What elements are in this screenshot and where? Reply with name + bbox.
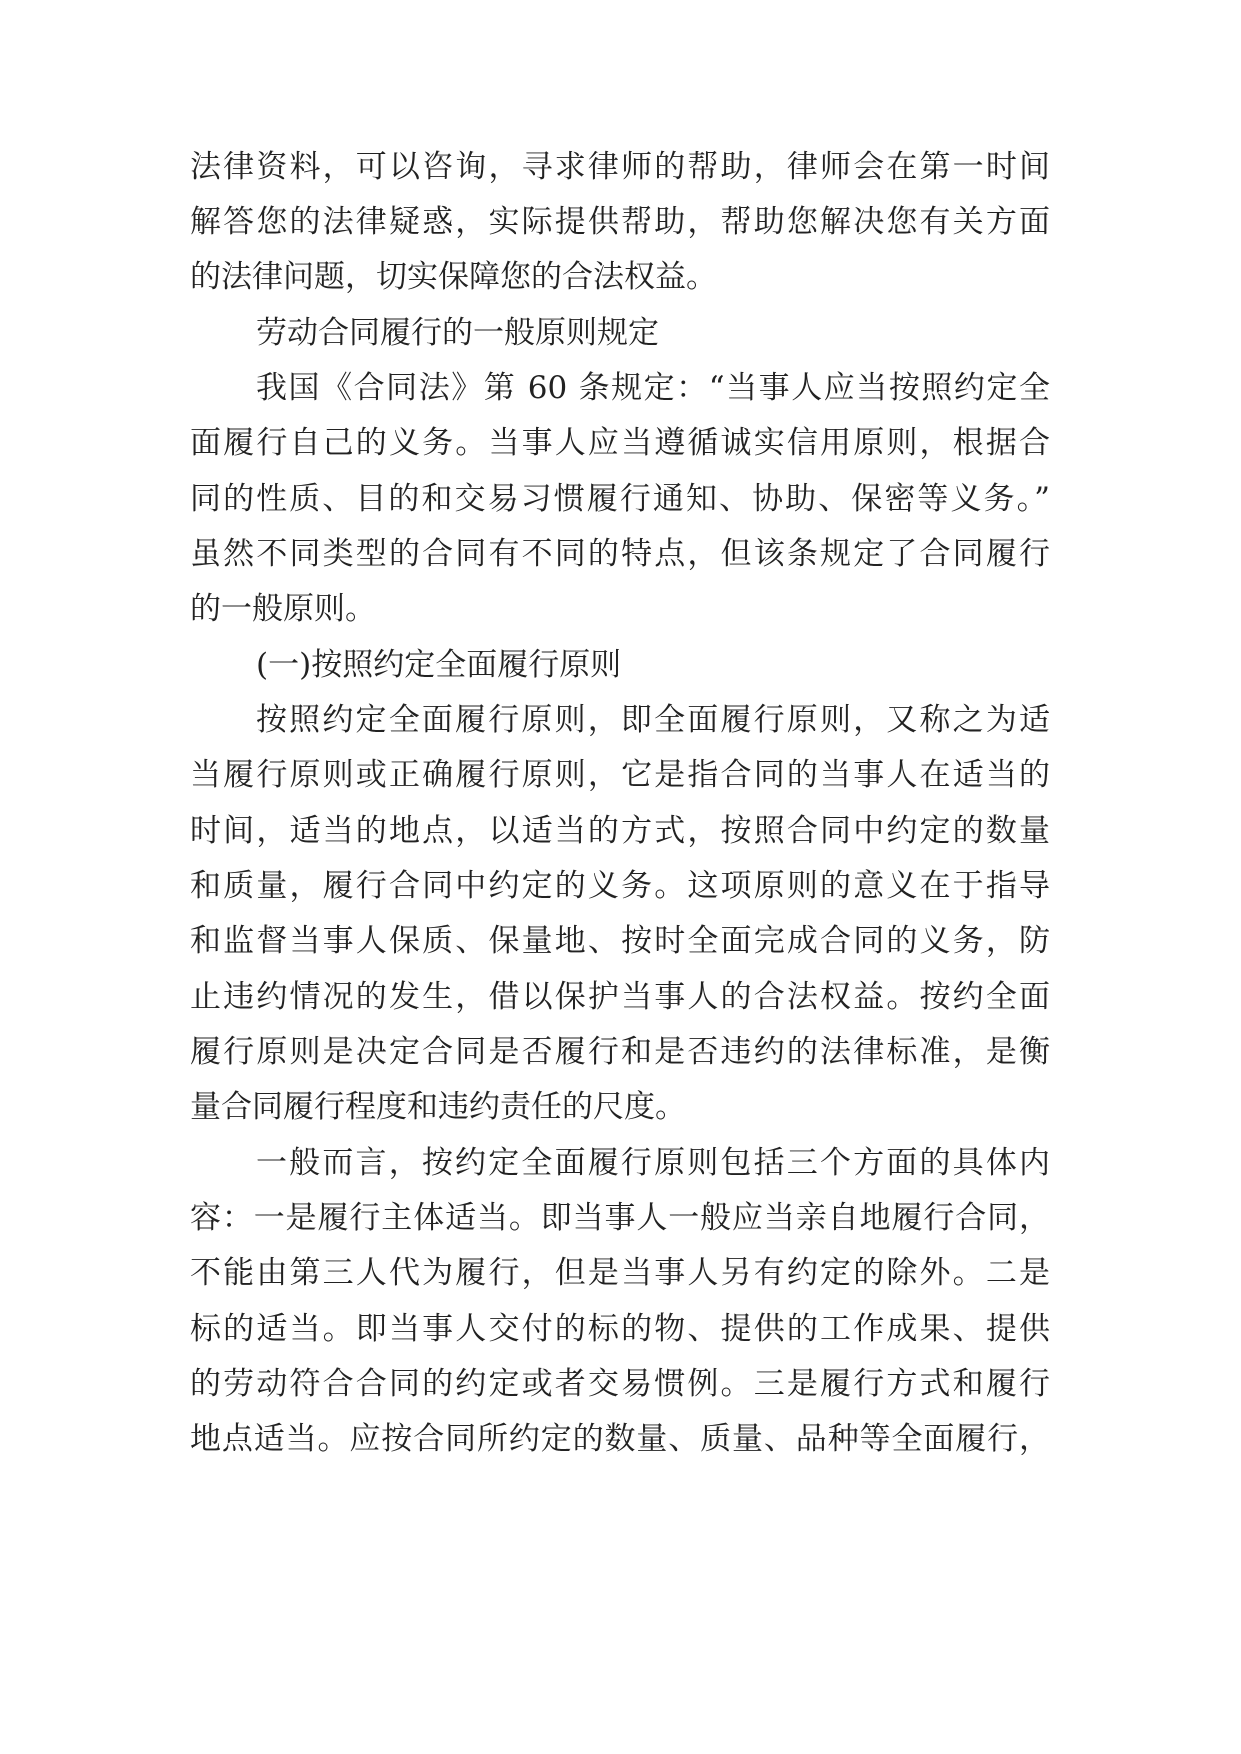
text-line: 一般而言，按约定全面履行原则包括三个方面的具体内 <box>256 1145 1050 1181</box>
text-line: 的劳动符合合同的约定或者交易惯例。三是履行方式和履行 <box>190 1366 1050 1402</box>
text-line: 量合同履行程度和违约责任的尺度。 <box>190 1089 686 1125</box>
text-line: 和质量，履行合同中约定的义务。这项原则的意义在于指导 <box>190 868 1050 904</box>
text-line: 容：一是履行主体适当。即当事人一般应当亲自地履行合同， <box>190 1200 1050 1236</box>
text-line: 时间，适当的地点，以适当的方式，按照合同中约定的数量 <box>190 813 1050 849</box>
text-line: 的一般原则。 <box>190 591 376 627</box>
text-line: 标的适当。即当事人交付的标的物、提供的工作成果、提供 <box>190 1311 1050 1347</box>
text-line: 解答您的法律疑惑，实际提供帮助，帮助您解决您有关方面 <box>190 204 1050 240</box>
text-line: 按照约定全面履行原则，即全面履行原则，又称之为适 <box>256 702 1050 738</box>
text-line: 我国《合同法》第 60 条规定：“当事人应当按照约定全 <box>256 370 1050 406</box>
text-line: 当履行原则或正确履行原则，它是指合同的当事人在适当的 <box>190 757 1050 793</box>
text-line: 同的性质、目的和交易习惯履行通知、协助、保密等义务。” <box>190 481 1050 517</box>
text-line: 面履行自己的义务。当事人应当遵循诚实信用原则，根据合 <box>190 425 1050 461</box>
text-line: 虽然不同类型的合同有不同的特点，但该条规定了合同履行 <box>190 536 1050 572</box>
text-line: 的法律问题，切实保障您的合法权益。 <box>190 259 717 295</box>
text-line: 地点适当。应按合同所约定的数量、质量、品种等全面履行， <box>190 1421 1050 1457</box>
section-heading: 劳动合同履行的一般原则规定 <box>256 315 659 351</box>
text-line: 不能由第三人代为履行，但是当事人另有约定的除外。二是 <box>190 1255 1050 1291</box>
text-line: 和监督当事人保质、保量地、按时全面完成合同的义务，防 <box>190 923 1050 959</box>
subsection-heading: (一)按照约定全面履行原则 <box>256 647 622 683</box>
text-line: 法律资料，可以咨询，寻求律师的帮助，律师会在第一时间 <box>190 149 1050 185</box>
text-line: 止违约情况的发生，借以保护当事人的合法权益。按约全面 <box>190 979 1050 1015</box>
text-line: 履行原则是决定合同是否履行和是否违约的法律标准，是衡 <box>190 1034 1050 1070</box>
